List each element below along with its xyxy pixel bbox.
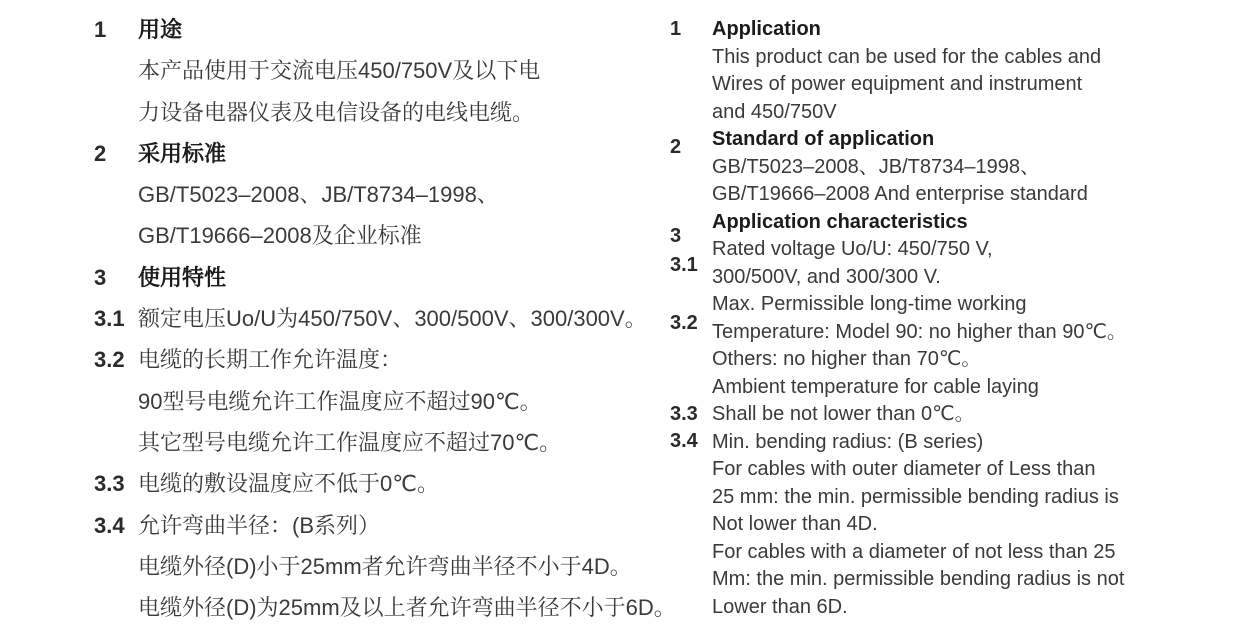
body-text: Ambient temperature for cable laying [712, 375, 1039, 398]
body-line [92, 546, 667, 587]
body-text: Not lower than 4D. [712, 513, 878, 535]
body-text: and 450/750V [712, 100, 837, 123]
body-text: 允许弯曲半径：(B系列） [138, 512, 381, 538]
item-number: 3.3 [670, 403, 698, 425]
body-text: 电缆外径(D)为25mm及以上者允许弯曲半径不小于6D。 [138, 595, 676, 621]
body-text: GB/T5023–2008、JB/T8734–1998、 [712, 155, 1040, 178]
item-3-4-row [92, 505, 667, 546]
body-text: GB/T5023–2008、JB/T8734–1998、 [138, 182, 499, 208]
section-heading: 采用标准 [138, 140, 227, 166]
item-number: 3.4 [94, 512, 125, 538]
body-line [92, 174, 667, 215]
body-text: GB/T19666–2008 And enterprise standard [712, 183, 1088, 205]
body-text: For cables with outer diameter of Less than [712, 458, 1096, 480]
body-text: Others: no higher than 70℃。 [712, 348, 982, 370]
body-line [92, 381, 667, 422]
item-3-1-row [92, 298, 667, 339]
body-text: 额定电压Uo/U为450/750V、300/500V、300/300V。 [138, 306, 647, 332]
body-text: 本产品使用于交流电压450/750V及以下电 [138, 58, 541, 84]
body-text: 90型号电缆允许工作温度应不超过90℃。 [138, 388, 542, 414]
item-number: 3.4 [670, 430, 698, 452]
section-number: 2 [670, 136, 682, 158]
section-number: 3 [670, 225, 682, 247]
item-number: 3.2 [670, 312, 698, 334]
chinese-column [92, 9, 676, 628]
body-text: Wires of power equipment and instrument [712, 73, 1083, 95]
section-heading: Application characteristics [712, 210, 968, 233]
body-text: 电缆外径(D)小于25mm者允许弯曲半径不小于4D。 [138, 553, 632, 579]
item-number: 3.1 [94, 306, 125, 332]
body-line [92, 422, 667, 463]
body-text: This product can be used for the cables and [712, 45, 1102, 68]
english-column [670, 16, 1230, 621]
body-line [92, 587, 676, 628]
item-number: 3.1 [670, 254, 698, 276]
body-line [92, 50, 667, 91]
body-text: 电缆的敷设温度应不低于0℃。 [138, 471, 439, 497]
section-number: 2 [94, 140, 107, 166]
section-number: 1 [94, 17, 107, 42]
body-text: For cables with a diameter of not less than 25 [712, 540, 1116, 563]
body-text: 力设备电器仪表及电信设备的电线电缆。 [138, 99, 535, 125]
section-1-heading-row [92, 9, 667, 50]
body-text: Lower than 6D. [712, 595, 848, 618]
body-text: Mm: the min. permissible bending radius is not [712, 568, 1125, 590]
item-3-2-row [92, 339, 667, 380]
body-text: 电缆的长期工作允许温度： [138, 347, 403, 373]
section-heading: 使用特性 [138, 264, 227, 290]
body-line [92, 215, 667, 256]
body-text: GB/T19666–2008及企业标准 [138, 223, 422, 249]
section-heading: Standard of application [712, 128, 935, 150]
item-3-3-row [92, 463, 667, 504]
body-text: Max. Permissible long-time working [712, 293, 1027, 315]
section-2-heading-row [92, 133, 667, 174]
body-text: Rated voltage Uo/U: 450/750 V, [712, 238, 993, 260]
body-text: 25 mm: the min. permissible bending radius is [712, 485, 1119, 508]
body-text: 其它型号电缆允许工作温度应不超过70℃。 [138, 429, 562, 455]
body-text: Min. bending radius: (B series) [712, 430, 984, 453]
section-number: 1 [670, 18, 682, 40]
section-heading: Application [712, 18, 821, 40]
body-text: Temperature: Model 90: no higher than 90℃。 [712, 320, 1127, 343]
section-number: 3 [94, 264, 107, 290]
body-text: Shall be not lower than 0℃。 [712, 403, 975, 425]
section-3-heading-row [92, 257, 667, 298]
body-text: 300/500V, and 300/300 V. [712, 265, 941, 288]
item-number: 3.3 [94, 471, 125, 497]
item-number: 3.2 [94, 347, 125, 373]
section-heading: 用途 [138, 17, 183, 42]
body-line [92, 92, 667, 133]
